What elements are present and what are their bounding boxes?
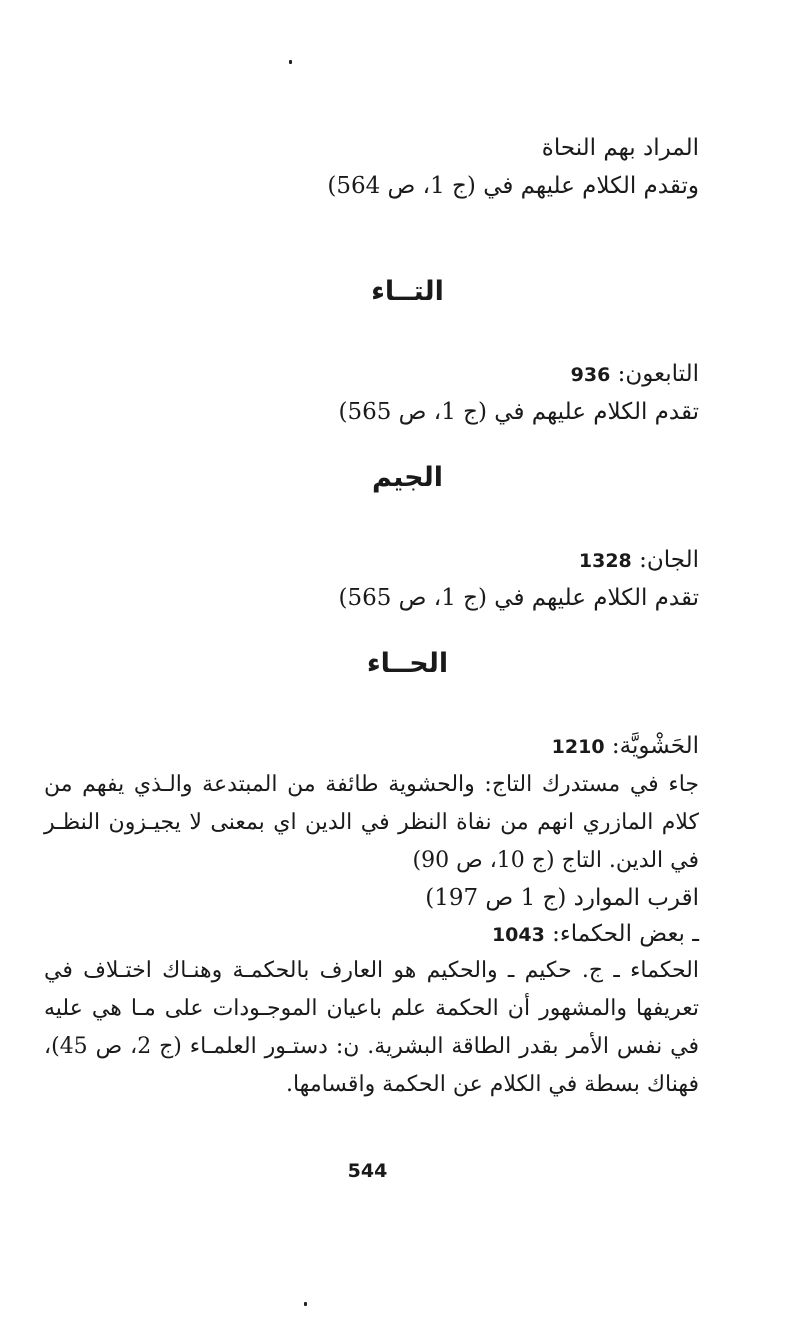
entry-title — [579, 542, 699, 579]
section-heading-jim — [0, 462, 805, 493]
intro-line-1: المراد بهم النحاة — [541, 135, 699, 161]
entry-number: 936 — [570, 364, 611, 386]
heading-text: الجيم — [371, 462, 444, 493]
entry-title — [492, 916, 699, 953]
entry-reference: تقدم الكلام عليهم في (ج 1، ص 565) — [338, 399, 699, 425]
entry-number: 1043 — [491, 924, 545, 946]
intro-line-2: وتقدم الكلام عليهم في (ج 1، ص 564) — [327, 173, 699, 199]
entry-title — [571, 356, 699, 393]
entry-hashwiyya-body: جاء في مستدرك التاج: والحشوية طائفة من المبتدعة والـذي يفهم من كلام المازري انهم من نفاة النظر في الدين اي بمعنى لا يجيـزون النظـر في الدين. التاج (ج 10، ص 90) — [44, 772, 699, 873]
page-number: 544 — [347, 1160, 388, 1182]
heading-text: التــاء — [371, 276, 444, 307]
entry-term: الجان: — [639, 547, 699, 573]
entry-number: 1210 — [551, 736, 605, 758]
scan-speck — [289, 60, 292, 64]
section-heading-ta — [0, 276, 805, 307]
entry-number: 1328 — [578, 550, 632, 572]
entry-hukama-body: الحكماء ـ ج. حكيم ـ والحكيم هو العارف بالحكمـة وهنـاك اختـلاف في تعريفها والمشهور أن الحكمة علم باعيان الموجـودات على مـا هي عليه في نفس الأمر بقدر الطاقة البشرية. ن: دستـور العلمـاء (ج 2، ص 45)، فهناك بسطة في الكلام عن الحكمة واقسامها. — [44, 958, 699, 1097]
entry-term: ـ بعض الحكماء: — [552, 921, 699, 947]
entry-term: التابعون: — [617, 361, 699, 387]
heading-text: الحــاء — [366, 648, 449, 679]
entry-title — [552, 728, 699, 765]
section-heading-ha — [0, 648, 805, 679]
entry-reference: تقدم الكلام عليهم في (ج 1، ص 565) — [338, 585, 699, 611]
scan-speck — [304, 1302, 307, 1306]
entry-reference: اقرب الموارد (ج 1 ص 197) — [425, 885, 699, 911]
entry-term: الحَشْويَّة: — [611, 733, 699, 759]
